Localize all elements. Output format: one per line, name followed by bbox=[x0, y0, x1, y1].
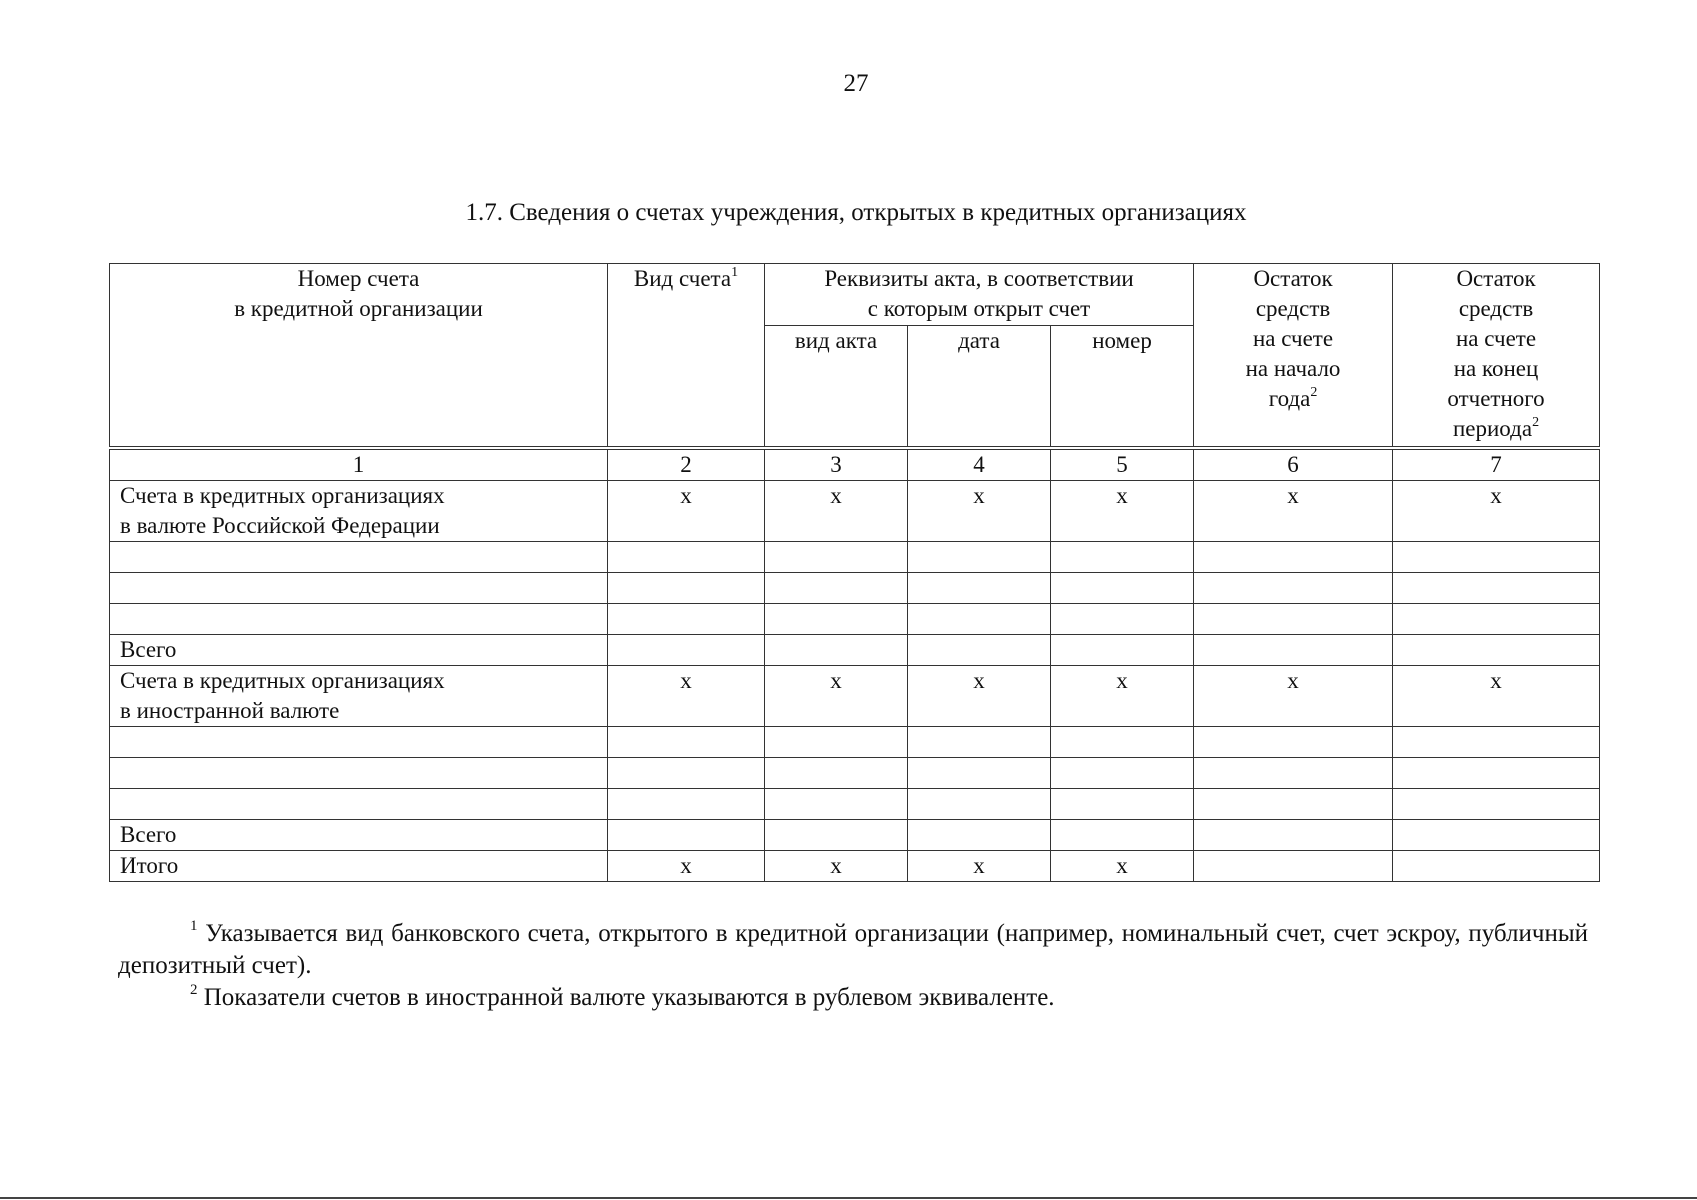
entry-cell[interactable] bbox=[1393, 758, 1600, 789]
entry-cell[interactable] bbox=[1194, 758, 1393, 789]
footnote-ref-2: 2 bbox=[1532, 415, 1540, 430]
section-title: 1.7. Сведения о счетах учреждения, открытых в кредитных организациях bbox=[465, 199, 1247, 226]
account-number-cell[interactable] bbox=[110, 789, 608, 820]
subtotal-label: Всего bbox=[110, 820, 608, 851]
blank-entry-row bbox=[110, 604, 1600, 635]
entry-cell[interactable] bbox=[1051, 635, 1194, 666]
header-balance-end-line: периода$^2$ bbox=[1452, 415, 1540, 441]
header-balance-end-line: Остаток bbox=[1456, 266, 1536, 291]
entry-cell[interactable] bbox=[765, 604, 908, 635]
entry-cell[interactable] bbox=[608, 758, 765, 789]
header-balance-end bbox=[1393, 264, 1600, 449]
not-applicable-mark: x bbox=[1051, 666, 1194, 727]
column-number: 6 bbox=[1194, 448, 1393, 481]
page-bottom-rule bbox=[0, 1197, 1697, 1199]
entry-cell[interactable] bbox=[1194, 789, 1393, 820]
entry-cell[interactable] bbox=[765, 820, 908, 851]
entry-cell[interactable] bbox=[908, 573, 1051, 604]
grand-total-row bbox=[110, 851, 1600, 882]
entry-cell[interactable] bbox=[608, 789, 765, 820]
header-balance-end-line: отчетного bbox=[1447, 386, 1545, 411]
section-label: Счета в кредитных организациях в валюте Российской Федерации bbox=[110, 481, 608, 542]
entry-cell[interactable] bbox=[608, 542, 765, 573]
footnote-ref-1: 1 bbox=[731, 265, 739, 280]
header-act-date: дата bbox=[908, 326, 1051, 449]
entry-cell[interactable] bbox=[1393, 635, 1600, 666]
header-act-type: вид акта bbox=[765, 326, 908, 449]
footnote-ref-2: 2 bbox=[1310, 385, 1318, 400]
blank-entry-row bbox=[110, 573, 1600, 604]
entry-cell[interactable] bbox=[1194, 727, 1393, 758]
not-applicable-mark: x bbox=[765, 851, 908, 882]
not-applicable-mark: x bbox=[908, 481, 1051, 542]
not-applicable-mark: x bbox=[908, 851, 1051, 882]
footnote-text: Показатели счетов в иностранной валюте указываются в рублевом эквиваленте. bbox=[203, 984, 1055, 1011]
entry-cell[interactable] bbox=[1194, 820, 1393, 851]
entry-cell[interactable] bbox=[908, 635, 1051, 666]
header-balance-end-line: средств bbox=[1458, 296, 1534, 321]
account-number-cell[interactable] bbox=[110, 604, 608, 635]
footnote-marker: 1 bbox=[190, 918, 198, 934]
header-account-type bbox=[608, 264, 765, 449]
header-account-number-line1: Номер счета bbox=[297, 266, 420, 291]
section-header-row bbox=[110, 481, 1600, 542]
entry-cell[interactable] bbox=[1194, 635, 1393, 666]
account-number-cell[interactable] bbox=[110, 573, 608, 604]
not-applicable-mark: x bbox=[765, 481, 908, 542]
column-number: 7 bbox=[1393, 448, 1600, 481]
blank-entry-row bbox=[110, 727, 1600, 758]
footnote-text: Указывается вид банковского счета, открытого в кредитной организации (например, номинальный счет, счет эскроу, публичный депозитный счет). bbox=[118, 920, 1588, 979]
entry-cell[interactable] bbox=[1051, 758, 1194, 789]
header-row-1 bbox=[110, 264, 1600, 326]
not-applicable-mark: x bbox=[608, 851, 765, 882]
header-balance-start-line: года$^2$ bbox=[1268, 385, 1318, 411]
entry-cell[interactable] bbox=[1194, 573, 1393, 604]
account-number-cell[interactable] bbox=[110, 727, 608, 758]
entry-cell[interactable] bbox=[765, 727, 908, 758]
entry-cell[interactable] bbox=[608, 604, 765, 635]
header-act-details-line2: с которым открыт счет bbox=[867, 296, 1091, 321]
section-header-row bbox=[110, 666, 1600, 727]
not-applicable-mark: x bbox=[608, 481, 765, 542]
header-account-number-line2: в кредитной организации bbox=[234, 296, 483, 321]
entry-cell[interactable] bbox=[608, 820, 765, 851]
header-act-details-line1: Реквизиты акта, в соответствии bbox=[824, 266, 1134, 291]
not-applicable-mark: x bbox=[765, 666, 908, 727]
entry-cell[interactable] bbox=[1393, 542, 1600, 573]
entry-cell[interactable] bbox=[1194, 604, 1393, 635]
column-number-row bbox=[110, 448, 1600, 481]
footnotes bbox=[118, 918, 1588, 1014]
column-number: 5 bbox=[1051, 448, 1194, 481]
entry-cell[interactable] bbox=[908, 727, 1051, 758]
header-balance-end-line: на конец bbox=[1453, 356, 1539, 381]
not-applicable-mark: x bbox=[1393, 666, 1600, 727]
column-number: 2 bbox=[608, 448, 765, 481]
footnote-marker: 2 bbox=[190, 982, 198, 998]
header-balance-start-line: Остаток bbox=[1253, 266, 1333, 291]
accounts-table bbox=[109, 263, 1600, 882]
header-balance-start bbox=[1194, 264, 1393, 449]
footnote-2 bbox=[118, 982, 1588, 1014]
column-number: 3 bbox=[765, 448, 908, 481]
entry-cell[interactable] bbox=[1051, 820, 1194, 851]
entry-cell[interactable] bbox=[1393, 820, 1600, 851]
entry-cell[interactable] bbox=[1051, 727, 1194, 758]
entry-cell[interactable] bbox=[908, 604, 1051, 635]
entry-cell[interactable] bbox=[608, 573, 765, 604]
entry-cell[interactable] bbox=[765, 758, 908, 789]
column-number: 1 bbox=[110, 448, 608, 481]
blank-entry-row bbox=[110, 789, 1600, 820]
entry-cell[interactable] bbox=[1393, 727, 1600, 758]
header-balance-start-line: на счете bbox=[1253, 326, 1334, 351]
blank-entry-row bbox=[110, 542, 1600, 573]
not-applicable-mark: x bbox=[1194, 481, 1393, 542]
entry-cell[interactable] bbox=[908, 758, 1051, 789]
entry-cell[interactable] bbox=[1051, 542, 1194, 573]
column-number: 4 bbox=[908, 448, 1051, 481]
header-act-number: номер bbox=[1051, 326, 1194, 449]
entry-cell[interactable] bbox=[908, 789, 1051, 820]
not-applicable-mark: x bbox=[1393, 481, 1600, 542]
entry-cell[interactable] bbox=[1194, 542, 1393, 573]
entry-cell[interactable] bbox=[1393, 604, 1600, 635]
entry-cell[interactable] bbox=[765, 635, 908, 666]
footnote-1 bbox=[118, 918, 1588, 982]
entry-cell[interactable] bbox=[1393, 789, 1600, 820]
entry-cell[interactable] bbox=[765, 789, 908, 820]
not-applicable-mark: x bbox=[908, 666, 1051, 727]
section-label: Счета в кредитных организациях в иностранной валюте bbox=[110, 666, 608, 727]
not-applicable-mark: x bbox=[1194, 666, 1393, 727]
subtotal-row bbox=[110, 820, 1600, 851]
not-applicable-mark: x bbox=[1051, 481, 1194, 542]
header-balance-start-line: на начало bbox=[1245, 356, 1341, 381]
grand-total-balance-start[interactable] bbox=[1194, 851, 1393, 882]
entry-cell[interactable] bbox=[1393, 573, 1600, 604]
page-number: 27 bbox=[843, 70, 869, 97]
not-applicable-mark: x bbox=[1051, 851, 1194, 882]
account-number-cell[interactable] bbox=[110, 758, 608, 789]
header-account-number bbox=[110, 264, 608, 449]
entry-cell[interactable] bbox=[765, 542, 908, 573]
entry-cell[interactable] bbox=[1051, 789, 1194, 820]
entry-cell[interactable] bbox=[765, 573, 908, 604]
header-account-type-label: Вид счета bbox=[633, 266, 732, 291]
blank-entry-row bbox=[110, 758, 1600, 789]
not-applicable-mark: x bbox=[608, 666, 765, 727]
subtotal-label: Всего bbox=[110, 635, 608, 666]
entry-cell[interactable] bbox=[608, 635, 765, 666]
subtotal-row bbox=[110, 635, 1600, 666]
grand-total-balance-end[interactable] bbox=[1393, 851, 1600, 882]
entry-cell[interactable] bbox=[1051, 573, 1194, 604]
entry-cell[interactable] bbox=[608, 727, 765, 758]
header-balance-start-line: средств bbox=[1255, 296, 1331, 321]
entry-cell[interactable] bbox=[1051, 604, 1194, 635]
header-balance-end-line: на счете bbox=[1456, 326, 1537, 351]
grand-total-label: Итого bbox=[110, 851, 608, 882]
header-act-details bbox=[765, 264, 1194, 326]
entry-cell[interactable] bbox=[908, 820, 1051, 851]
entry-cell[interactable] bbox=[908, 542, 1051, 573]
account-number-cell[interactable] bbox=[110, 542, 608, 573]
